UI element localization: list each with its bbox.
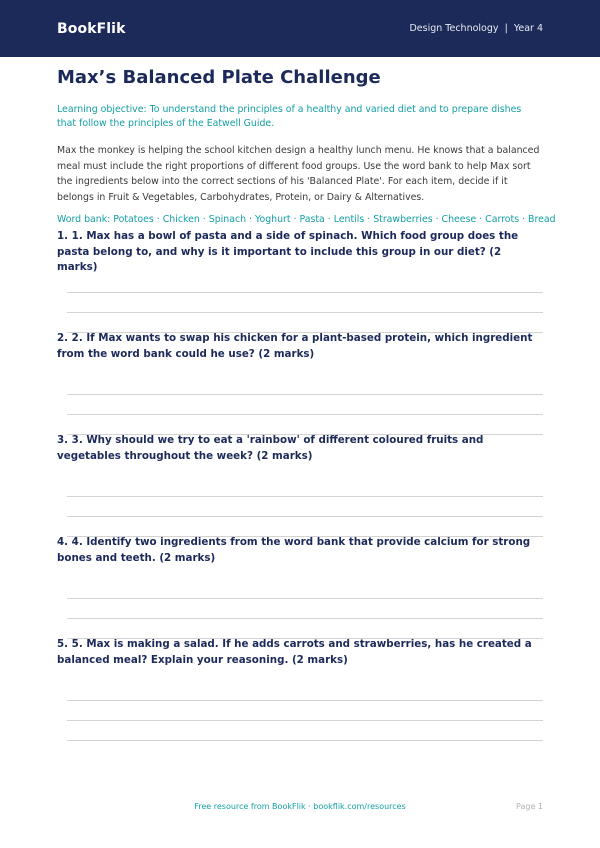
header-bar [0, 0, 600, 57]
page-footer [57, 802, 543, 816]
learning-objective: Learning objective: To understand the principles of a healthy and varied diet and to prepare dishes that follow the principles of the Eatwell Guide. [57, 104, 522, 129]
answer-line[interactable] [67, 700, 543, 701]
header-meta [409, 23, 543, 34]
footer-resource-link[interactable]: Free resource from BookFlik · bookflik.com/resources [194, 802, 406, 811]
answer-line[interactable] [67, 618, 543, 619]
answer-line[interactable] [67, 414, 543, 415]
answer-line[interactable] [67, 740, 543, 741]
year-label: Year 4 [513, 23, 543, 34]
question-5 [57, 637, 543, 747]
answer-line[interactable] [67, 312, 543, 313]
question-text: 1. 1. Max has a bowl of pasta and a side of spinach. Which food group does the pasta belong to, and why is it important to include this group in our diet? (2 marks) [57, 230, 519, 273]
question-text: 4. 4. Identify two ingredients from the word bank that provide calcium for strong bones and teeth. (2 marks) [57, 536, 531, 564]
page-number: Page 1 [516, 802, 543, 811]
answer-line[interactable] [67, 516, 543, 517]
intro-paragraph: Max the monkey is helping the school kitchen design a healthy lunch menu. He knows that a balanced meal must include the right proportions of different food groups. Use the word bank to help Max sort the ingredients below into the correct sections of his 'Balanced Plate'. For each item, decide if it belongs in Fruit & Vegetables, Carbohydrates, Protein, or Dairy & Alternatives. [57, 145, 540, 203]
brand-logo[interactable]: BookFlik [57, 20, 126, 37]
answer-line[interactable] [67, 720, 543, 721]
question-text: 3. 3. Why should we try to eat a 'rainbow' of different coloured fruits and vegetables throughout the week? (2 marks) [57, 434, 484, 462]
question-1 [57, 229, 543, 329]
question-text: 5. 5. Max is making a salad. If he adds carrots and strawberries, has he created a balanced meal? Explain your reasoning. (2 marks) [57, 638, 532, 666]
meta-separator: | [504, 23, 508, 34]
question-text: 2. 2. If Max wants to swap his chicken for a plant-based protein, which ingredient from the word bank could he use? (2 marks) [57, 332, 533, 360]
answer-line[interactable] [67, 496, 543, 497]
subject-label: Design Technology [409, 23, 499, 34]
word-bank: Word bank: Potatoes · Chicken · Spinach · Yoghurt · Pasta · Lentils · Strawberries · Cheese · Carrots · Bread [57, 214, 556, 225]
answer-line[interactable] [67, 394, 543, 395]
question-4 [57, 535, 543, 635]
question-2 [57, 331, 543, 431]
question-3 [57, 433, 543, 533]
answer-line[interactable] [67, 598, 543, 599]
answer-line[interactable] [67, 292, 543, 293]
intro-section [0, 67, 600, 227]
page-title: Max’s Balanced Plate Challenge [57, 67, 381, 88]
